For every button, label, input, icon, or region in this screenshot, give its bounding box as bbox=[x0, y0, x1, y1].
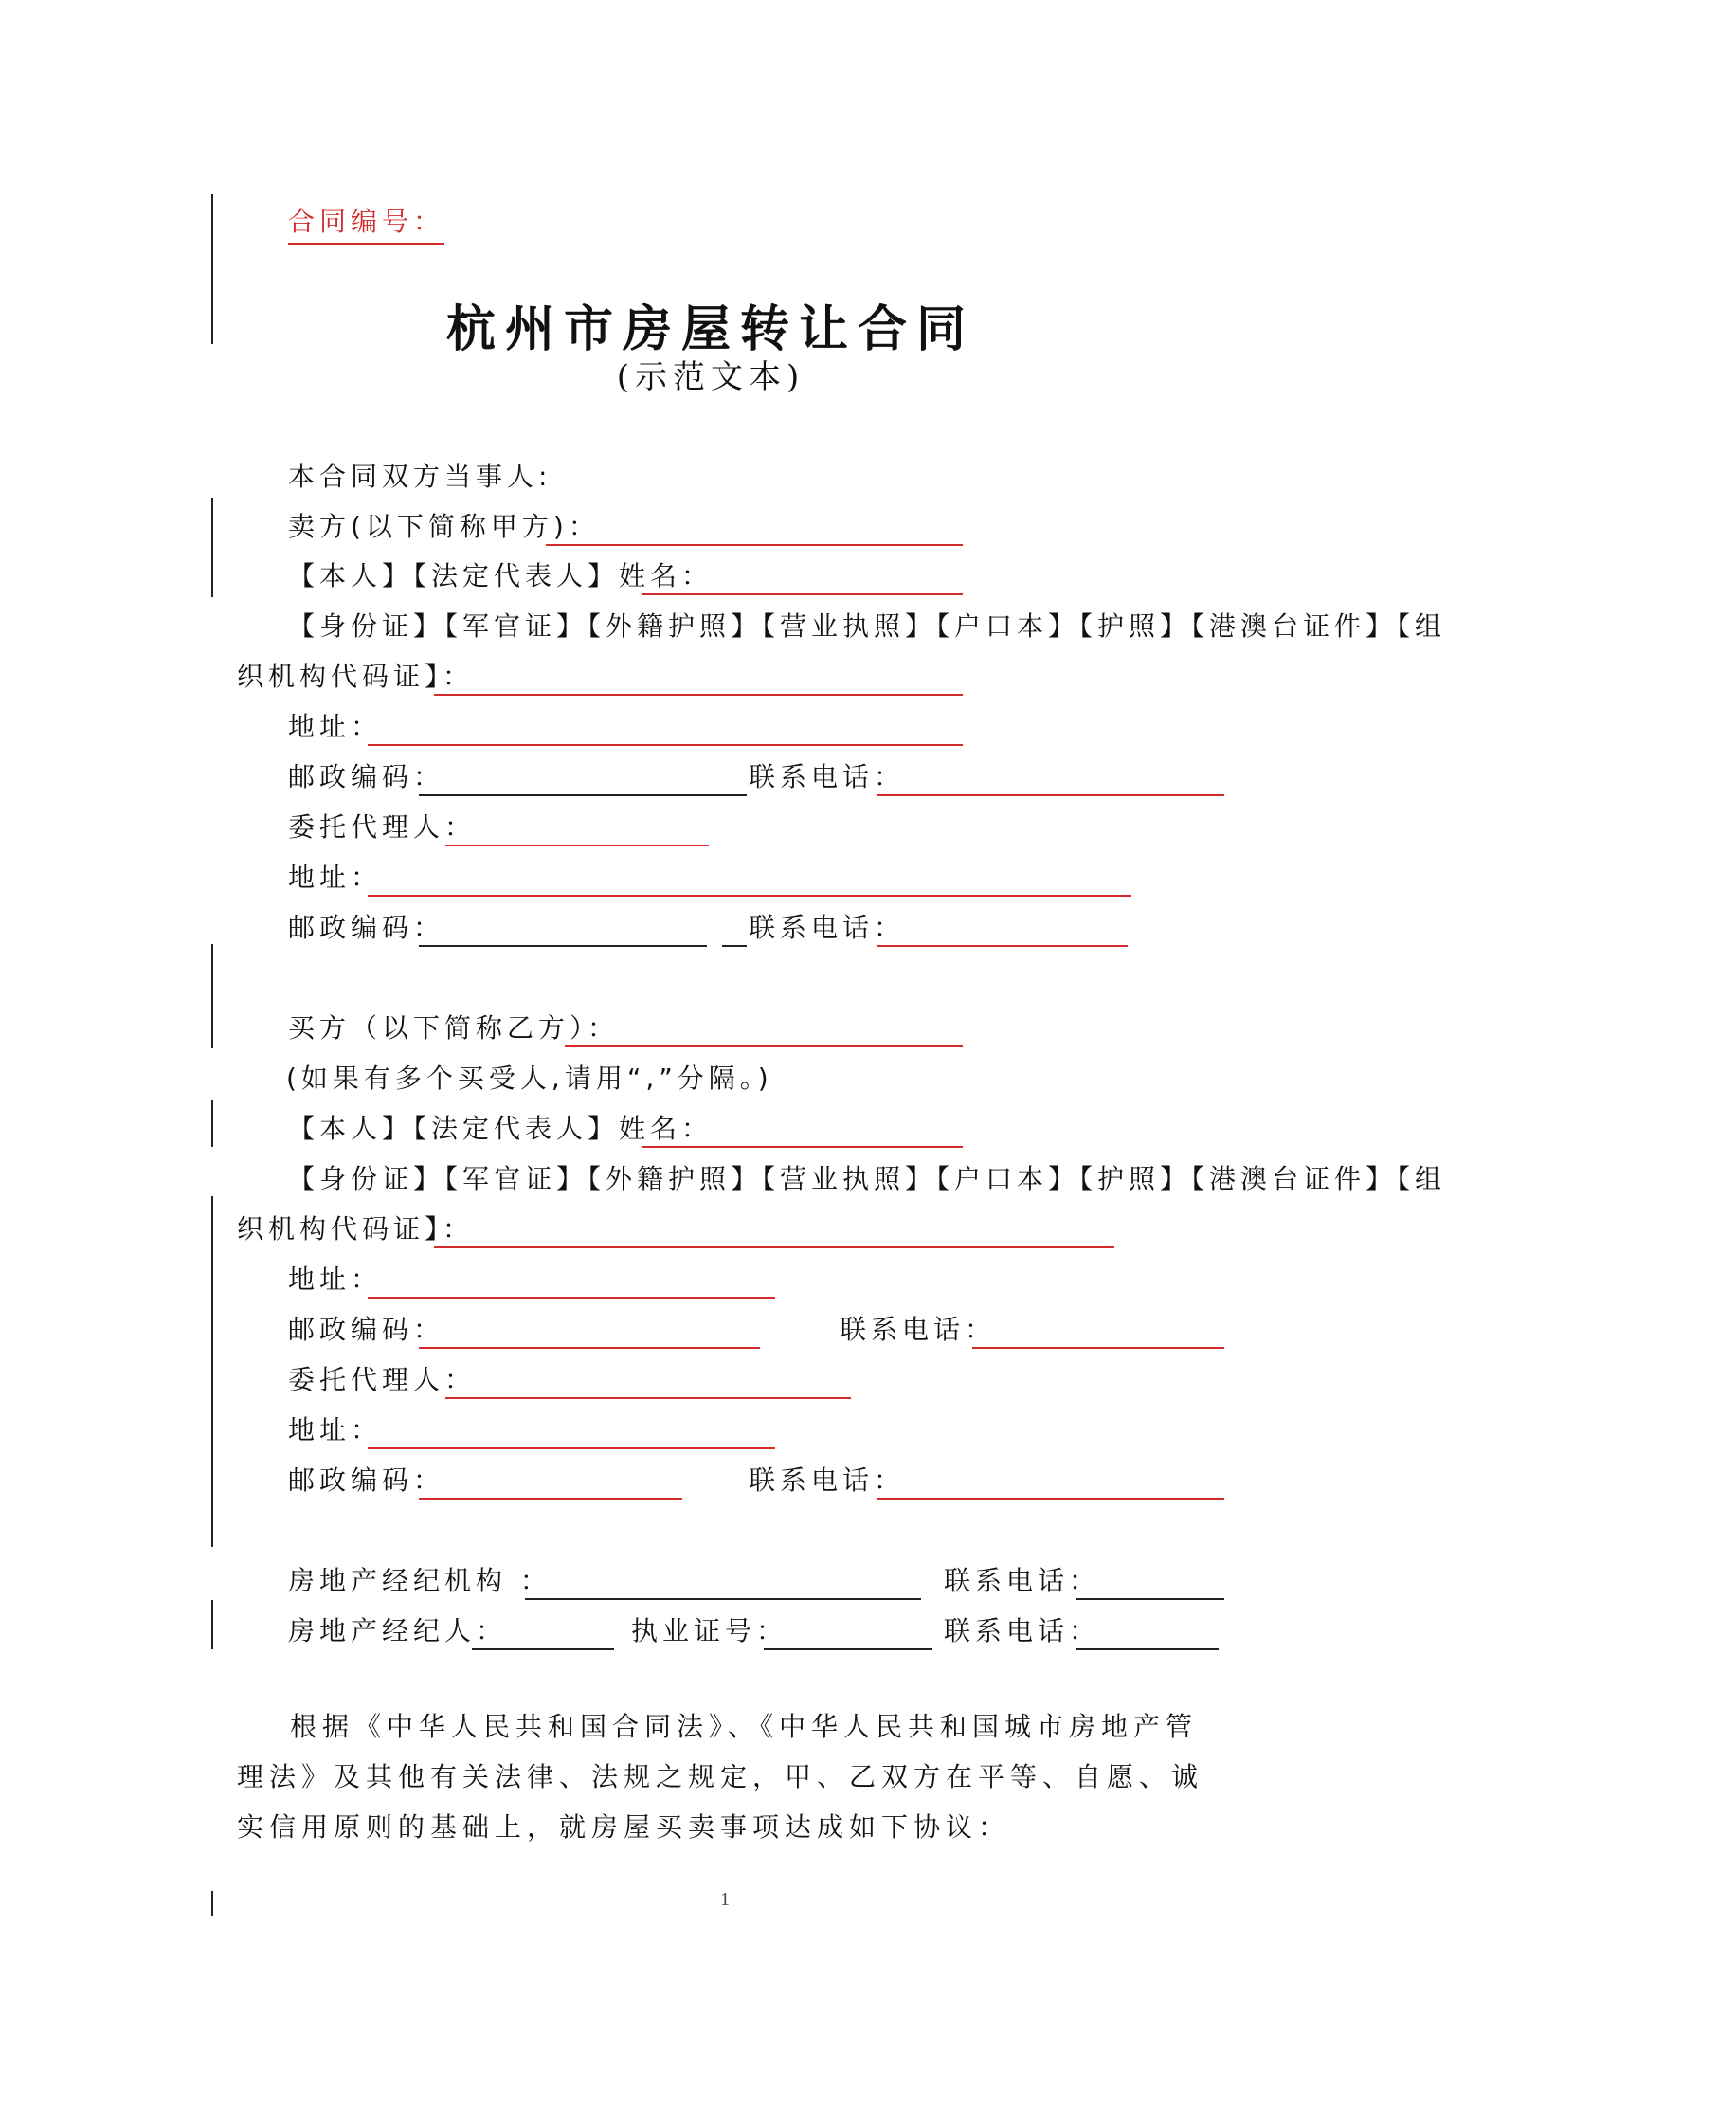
buyer-agent-address-row bbox=[288, 1404, 1236, 1457]
broker-agency-phone-fill-line[interactable] bbox=[1076, 1598, 1224, 1600]
contract-number-label: 合同编号： bbox=[288, 203, 444, 245]
seller-name-fill-line[interactable] bbox=[642, 593, 963, 595]
seller-agent-fill-line[interactable] bbox=[445, 845, 709, 846]
buyer-agent-label: 委托代理人： bbox=[288, 1364, 477, 1395]
buyer-row bbox=[288, 1002, 1236, 1055]
seller-id-fill-line[interactable] bbox=[434, 694, 963, 696]
broker-agent-label: 房地产经纪人： bbox=[288, 1615, 508, 1646]
seller-id-types: 【身份证】【军官证】【外籍护照】【营业执照】【户口本】【护照】【港澳台证件】【组 bbox=[288, 610, 1447, 642]
contract-page: 合同编号： 杭州市房屋转让合同 (示范文本) 本合同双方当事人: 卖方(以下简称甲方)： 【本人】【法定代表人】姓名： 【身份证】【军官证】【外籍护照】【营业执照】【户口本】【护照】【港澳台证件】【组 织机构代码证】： 地址： 邮政编码： 联系电话： 委托代理人： 地址： 邮政编码： 联系电话： 买方（以下简称乙方）： (如果有多个买受人,请用“,”分隔。) 【本人】【法定代表人】姓名： 【身份证】【军官证】【外籍护照】【营业执照】【户口本】【护照】【港澳台证件】【组 织机构代码证】： 地址： 邮政编码： 联系电话： 委托代理人： 地址： 邮政编码： 联系电话： 房地产经纪机构 ： 联系电话： 房地产经纪人： 执业证号： 联系电话： 根据《中华人民共和国合同法》、《中华人民共和国城市房地产管理法》及其他有关法律、法规之规定，甲、乙双方在平等、自愿、诚实信用原则的基础上，就房屋买卖事项达成如下协议： 1 bbox=[0, 0, 1736, 2127]
broker-agent-fill-line[interactable] bbox=[472, 1648, 614, 1650]
buyer-id-label: 织机构代码证】： bbox=[237, 1213, 475, 1245]
seller-name-label: 【本人】【法定代表人】姓名： bbox=[288, 560, 714, 591]
broker-agency-fill-line[interactable] bbox=[525, 1598, 921, 1600]
broker-agent-row bbox=[288, 1605, 1236, 1658]
seller-postcode-fill-line[interactable] bbox=[419, 794, 747, 796]
seller-address-label: 地址： bbox=[288, 711, 383, 742]
buyer-postcode-fill-line[interactable] bbox=[419, 1347, 760, 1349]
buyer-agent-address-label: 地址： bbox=[288, 1414, 383, 1445]
buyer-phone-label: 联系电话： bbox=[840, 1314, 997, 1345]
page-number: 1 bbox=[720, 1889, 730, 1910]
seller-name-row bbox=[288, 550, 1236, 603]
broker-agency-row bbox=[288, 1554, 1236, 1608]
buyer-fill-line[interactable] bbox=[565, 1045, 963, 1047]
seller-contact-row bbox=[288, 751, 1236, 804]
buyer-name-row bbox=[288, 1102, 1236, 1155]
revision-bar bbox=[211, 1600, 213, 1649]
revision-bar bbox=[211, 1196, 213, 1547]
buyer-id-types: 【身份证】【军官证】【外籍护照】【营业执照】【户口本】【护照】【港澳台证件】【组 bbox=[288, 1163, 1447, 1194]
seller-agent-row bbox=[288, 801, 1236, 854]
buyer-agent-contact-row bbox=[288, 1454, 1236, 1507]
buyer-id-fill-line[interactable] bbox=[434, 1246, 1114, 1248]
seller-phone-label: 联系电话： bbox=[749, 761, 906, 792]
seller-agent-address-label: 地址： bbox=[288, 862, 383, 893]
buyer-name-label: 【本人】【法定代表人】姓名： bbox=[288, 1113, 714, 1144]
agreement-paragraph: 根据《中华人民共和国合同法》、《中华人民共和国城市房地产管理法》及其他有关法律、法规之规定，甲、乙双方在平等、自愿、诚实信用原则的基础上，就房屋买卖事项达成如下协议： bbox=[237, 1711, 1204, 1843]
document-title: 杭州市房屋转让合同 bbox=[445, 300, 975, 358]
seller-agent-phone-label: 联系电话： bbox=[749, 912, 906, 943]
buyer-address-label: 地址： bbox=[288, 1263, 383, 1295]
seller-agent-postcode-label: 邮政编码： bbox=[288, 912, 445, 943]
seller-fill-line[interactable] bbox=[546, 544, 963, 546]
revision-bar bbox=[211, 498, 213, 597]
seller-postcode-label: 邮政编码： bbox=[288, 761, 445, 792]
broker-agent-phone-label: 联系电话： bbox=[944, 1615, 1101, 1646]
buyer-phone-fill-line[interactable] bbox=[972, 1347, 1224, 1349]
revision-bar bbox=[211, 944, 213, 1048]
revision-bar bbox=[211, 1891, 213, 1916]
seller-agent-phone-lead-line bbox=[722, 945, 747, 947]
broker-license-label: 执业证号： bbox=[631, 1615, 788, 1646]
buyer-address-fill-line[interactable] bbox=[368, 1297, 775, 1299]
seller-row bbox=[288, 500, 1236, 554]
seller-agent-address-fill-line[interactable] bbox=[368, 895, 1131, 897]
document-subtitle: (示范文本) bbox=[616, 358, 805, 396]
seller-address-fill-line[interactable] bbox=[368, 744, 963, 746]
seller-id-number-row bbox=[237, 650, 1184, 703]
buyer-agent-address-fill-line[interactable] bbox=[368, 1447, 775, 1449]
buyer-agent-phone-fill-line[interactable] bbox=[877, 1498, 1224, 1500]
buyer-label: 买方（以下简称乙方）： bbox=[288, 1012, 620, 1044]
seller-label: 卖方(以下简称甲方)： bbox=[288, 511, 600, 542]
buyer-name-fill-line[interactable] bbox=[642, 1146, 963, 1148]
buyer-agent-postcode-fill-line[interactable] bbox=[419, 1498, 682, 1500]
seller-agent-phone-fill-line[interactable] bbox=[877, 945, 1128, 947]
buyer-id-number-row bbox=[237, 1203, 1184, 1256]
buyer-agent-phone-label: 联系电话： bbox=[749, 1464, 906, 1496]
broker-license-fill-line[interactable] bbox=[764, 1648, 932, 1650]
buyer-note: (如果有多个买受人,请用“,”分隔。) bbox=[286, 1063, 773, 1094]
buyer-contact-row bbox=[288, 1303, 1236, 1356]
broker-agency-label: 房地产经纪机构 ： bbox=[288, 1565, 552, 1596]
revision-bar bbox=[211, 1100, 213, 1147]
seller-agent-label: 委托代理人： bbox=[288, 811, 477, 843]
buyer-postcode-label: 邮政编码： bbox=[288, 1314, 445, 1345]
broker-agent-phone-fill-line[interactable] bbox=[1076, 1648, 1219, 1650]
seller-phone-fill-line[interactable] bbox=[877, 794, 1224, 796]
seller-agent-contact-row bbox=[288, 901, 1236, 954]
buyer-agent-row bbox=[288, 1354, 1236, 1407]
buyer-agent-fill-line[interactable] bbox=[445, 1397, 851, 1399]
buyer-agent-postcode-label: 邮政编码： bbox=[288, 1464, 445, 1496]
seller-agent-address-row bbox=[288, 851, 1236, 904]
seller-address-row bbox=[288, 700, 1236, 754]
buyer-address-row bbox=[288, 1253, 1236, 1306]
seller-id-label: 织机构代码证】： bbox=[237, 661, 475, 692]
broker-agency-phone-label: 联系电话： bbox=[944, 1565, 1101, 1596]
seller-agent-postcode-fill-line[interactable] bbox=[419, 945, 707, 947]
